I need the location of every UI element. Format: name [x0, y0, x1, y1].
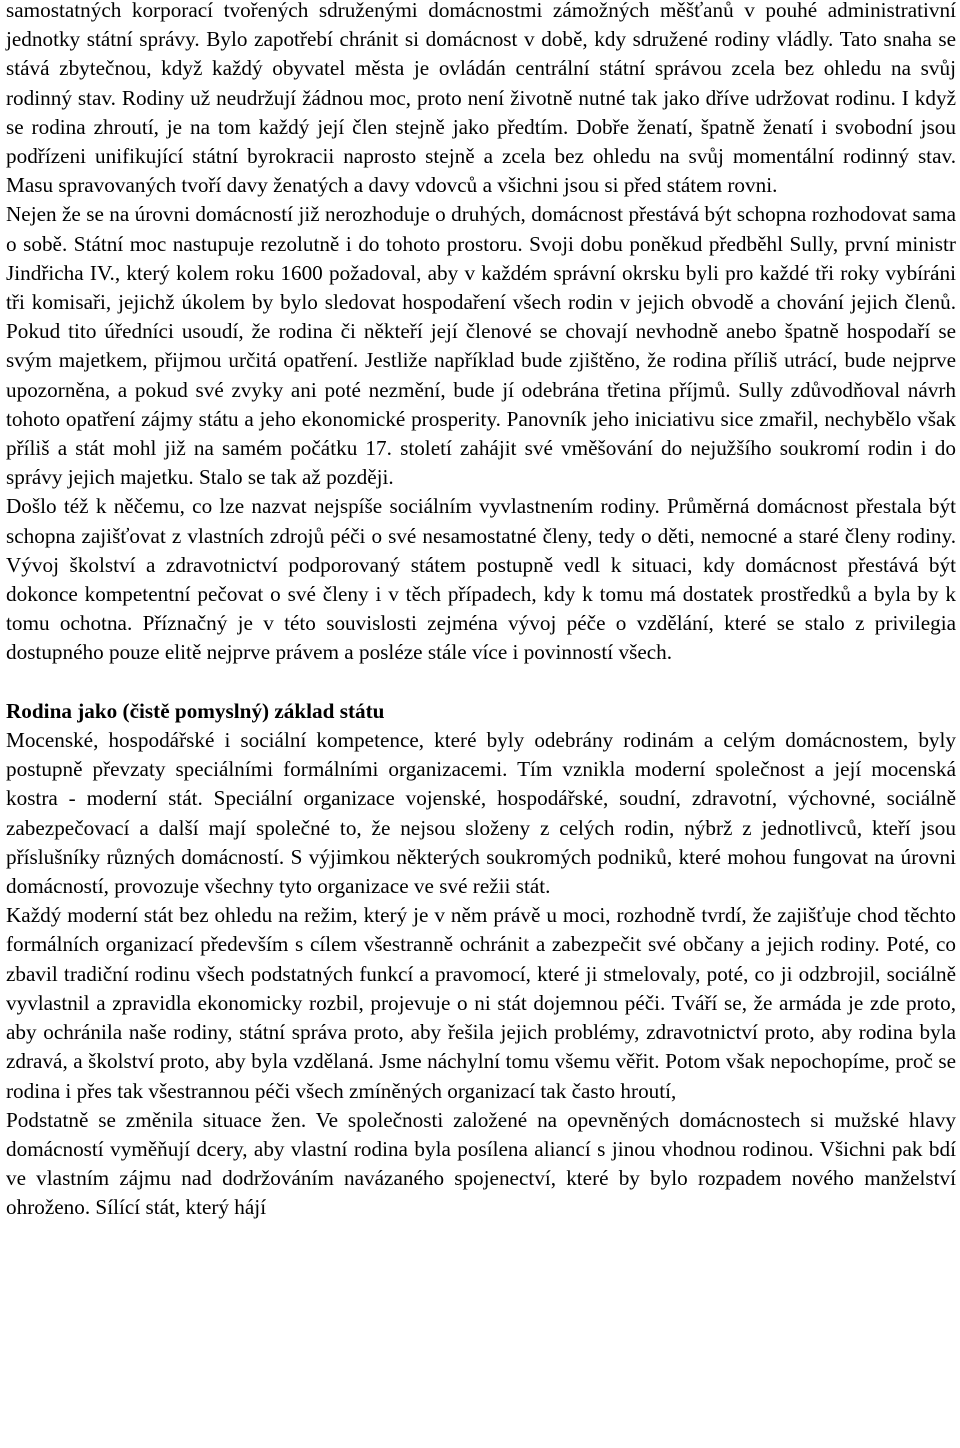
paragraph: Nejen že se na úrovni domácností již nerozhoduje o druhých, domácnost přestává být schopna rozhodovat sama o sobě. Státní moc nastupuje rezolutně i do tohoto prostoru. Svoji dobu poněkud předběhl Sully, první ministr Jindřicha IV., který kolem roku 1600 požadoval, aby v každém správní okrsku byli pro každé tři roky vybíráni tři komisaři, jejichž úkolem by bylo sledovat hospodaření všech rodin v jejich obvodě a chování jejich členů. Pokud tito úředníci usoudí, že rodina či někteří její členové se chovají nevhodně anebo špatně hospodaří se svým majetkem, přijmou určitá opatření. Jestliže například bude zjištěno, že rodina příliš utrácí, bude nejprve upozorněna, a pokud své zvyky ani poté nezmění, bude jí odebrána třetina příjmů. Sully zdůvodňoval návrh tohoto opatření zájmy státu a jeho ekonomické prosperity. Panovník jeho iniciativu sice zmařil, nechybělo však příliš a stát mohl již na samém počátku 17. století zahájit své vměšování do nejužšího soukromí rodin i do správy jejich majetku. Stalo se tak až později. [6, 202, 956, 490]
paragraph: Podstatně se změnila situace žen. Ve společnosti založené na opevněných domácnostech si mužské hlavy domácností vyměňují dcery, aby vlastní rodina byla posílena aliancí s jinou vhodnou rodinou. Všichni pak bdí ve vlastním zájmu nad dodržováním navázaného spojenectví, které by bylo rozpadem nového manželství ohroženo. Sílící stát, který hájí [6, 1107, 956, 1220]
paragraph: Každý moderní stát bez ohledu na režim, který je v něm právě u moci, rozhodně tvrdí, že zajišťuje chod těchto formálních organizací především s cílem všestranně ochránit a zabezpečit své občany a jejich rodiny. Poté, co zbavil tradiční rodinu všech podstatných funkcí a pravomocí, které ji stmelovaly, poté, co ji odzbrojil, sociálně vyvlastnil a zpravidla ekonomicky rozbil, projevuje o ni stát dojemnou péči. Tváří se, že armáda je zde proto, aby ochránila naše rodiny, státní správa proto, aby řešila jejich problémy, zdravotnictví proto, aby rodina byla zdravá, a školství proto, aby byla vzdělaná. Jsme náchylní tomu všemu věřit. Potom však nepochopíme, proč se rodina i přes tak všestrannou péči všech zmíněných organizací tak často hroutí, [6, 903, 956, 1103]
document-page [6, 0, 956, 1223]
paragraph: Došlo též k něčemu, co lze nazvat nejspíše sociálním vyvlastnením rodiny. Průměrná domácnost přestala být schopna zajišťovat z vlastních zdrojů péči o své nesamostatné členy, tedy o děti, nemocné a staré členy rodiny. Vývoj školství a zdravotnictví podporovaný státem postupně vedl k situaci, kdy domácnost přestává být dokonce kompetentní pečovat o své členy i v těch případech, kdy k tomu má dostatek prostředků a byla by k tomu ochotna. Příznačný je v této souvislosti zejména vývoj péče o vzdělání, které se stalo z privilegia dostupného pouze elitě nejprve právem a posléze stále více i povinností všech. [6, 494, 956, 665]
section-heading: Rodina jako (čistě pomyslný) základ státu [6, 698, 385, 723]
paragraph: Mocenské, hospodářské i sociální kompetence, které byly odebrány rodinám a celým domácnostem, byly postupně převzaty speciálními formálními organizacemi. Tím vznikla moderní společnost a její mocenská kostra - moderní stát. Speciální organizace vojenské, hospodářské, soudní, zdravotní, výchovné, sociálně zabezpečovací a další mají společné to, že nejsou složeny z celých rodin, nýbrž z jednotlivců, kteří jsou příslušníky různých domácností. S výjimkou některých soukromých podniků, které mohou fungovat na úrovni domácností, provozuje všechny tyto organizace ve své režii stát. [6, 728, 956, 899]
paragraph: samostatných korporací tvořených sdruženými domácnostmi zámožných měšťanů v pouhé administrativní jednotky státní správy. Bylo zapotřebí chránit si domácnost v době, kdy sdružené rodiny vládly. Tato snaha se stává zbytečnou, když každý obyvatel města je ovládán centrální státní správou zcela bez ohledu na svůj rodinný stav. Rodiny už neudržují žádnou moc, proto není životně nutné tak jako dříve udržovat rodinu. I když se rodina zhroutí, je na tom každý její člen stejně jako předtím. Dobře ženatí, špatně ženatí i svobodní jsou podřízeni unifikující státní byrokracii naprosto stejně a zcela bez ohledu na svůj momentální rodinný stav. Masu spravovaných tvoří davy ženatých a davy vdovců a všichni jsou si před státem rovni. [6, 0, 956, 198]
paragraph-spacer [6, 668, 956, 697]
